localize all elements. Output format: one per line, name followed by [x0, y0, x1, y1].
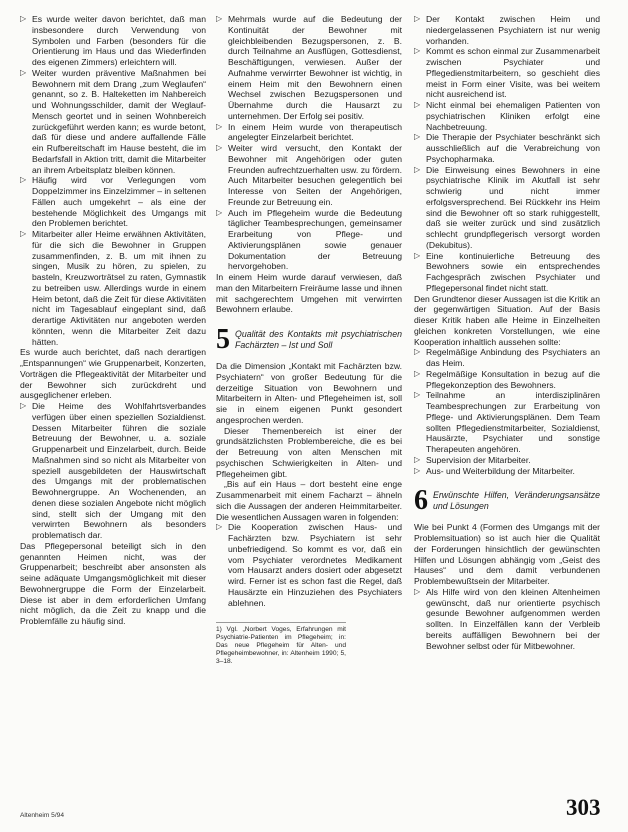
bullet-triangle-icon: ▷	[414, 14, 421, 23]
bullet-item	[216, 208, 402, 273]
bullet-triangle-icon: ▷	[414, 454, 421, 464]
section-5-heading	[216, 324, 402, 355]
bullet-text: Regelmäßige Konsultation in bezug auf die Pflegekonzeption des Bewohners.	[426, 368, 600, 390]
bullet-item	[414, 165, 600, 251]
bullet-text: Regelmäßige Anbindung des Psychiaters an das Heim.	[426, 347, 600, 368]
bullet-item	[216, 122, 402, 144]
paragraph: Das Pflegepersonal beteiligt sich in den genannten Heimen nicht, was der Gruppenarbeit; beschreibt aber ansonsten als seine adäquate Umgangsmöglichkeit mit dieser Bewohnergruppe die Form der Einzelarbeit. Diese ist aber in dem erforderlichen Umfang nicht möglich, da die Zeit zu knapp und die Problemfälle zu häufig sind.	[20, 540, 206, 626]
bullet-text: Auch im Pflegeheim wurde die Bedeutung täglicher Teambesprechungen, gemeinsamer Erarbeitung von Pflege- und Aktivierungsplänen sowie genauer Dokumentation der Betreuung hervorgehoben.	[228, 207, 402, 272]
bullet-item	[216, 14, 402, 122]
bullet-text: Mehrmals wurde auf die Bedeutung der Kontinuität der Bewohner mit gleichbleibenden Bezugspersonen, z. B. durch Teilnahme an Ausflügen, Gottesdienst, Beschäftigungen, verwiesen. Außer der Aufnahme verwirrter Bewohner ist wichtig, in einem Heim mit den Bewohnern einen Wechsel zwischen Bezugspersonen und Übernahme durch die Hausarzt zu unternehmen. Der Erfolg sei positiv.	[228, 14, 402, 121]
bullet-item	[414, 100, 600, 132]
bullet-item	[414, 347, 600, 369]
section-5-number: 5	[216, 324, 230, 355]
column-2-intro	[216, 14, 402, 315]
bullet-triangle-icon: ▷	[20, 14, 27, 23]
column-3-intro	[414, 14, 600, 294]
bullet-item	[414, 46, 600, 100]
bullet-triangle-icon: ▷	[216, 14, 223, 23]
bullet-text: Supervision der Mitarbeiter.	[426, 454, 531, 465]
bullet-triangle-icon: ▷	[414, 368, 421, 378]
bullet-triangle-icon: ▷	[414, 390, 421, 400]
bullet-item	[20, 229, 206, 347]
paragraph: Dieser Themenbereich ist einer der grundsätzlichsten Problembereiche, die es bei der Betreuung von alten Menschen mit psychischen Schwierigkeiten in Alten- und Pflegeheimen gibt.	[216, 425, 402, 479]
bullet-text: Es wurde weiter davon berichtet, daß man insbesondere durch Verwendung von Symbolen und Farben (besonders für die Orientierung im Haus und das Wiederfinden des eigenen Zimmers) erleichtern will.	[32, 14, 206, 67]
bullet-triangle-icon: ▷	[20, 401, 27, 410]
bullet-triangle-icon: ▷	[216, 143, 223, 152]
bullet-triangle-icon: ▷	[216, 121, 223, 131]
bullet-text: Weiter wurden präventive Maßnahmen bei Bewohnern mit dem Drang „zum Weglaufen“ genannt, so z. B. Halteketten im Nahbereich und Wohnungsschilder, damit der Weglauf-Mensch geortet und in seinen Wohnbereich zurückgeführt werden kann; es wurde betont, daß für diese und andere auffallende Fälle ein Rufbereitschaft im Hause besteht, die im Bedarfsfall in Aktion tritt, damit die Mitarbeiter an ihrem Arbeitsplatz bleiben können.	[32, 67, 206, 175]
page-number: 303	[566, 795, 601, 820]
section-6-body	[414, 522, 600, 651]
bullet-triangle-icon: ▷	[414, 100, 421, 109]
bullet-item	[216, 522, 402, 608]
bullet-item	[20, 401, 206, 541]
text-column-1	[20, 14, 206, 627]
bullet-text: Mitarbeiter aller Heime erwähnen Aktivitäten, für die sich die Bewohner in Gruppen zusammenfinden, z. B. um mit ihnen zu singen, Musik zu hören, zu spielen, zu basteln, Kreuzworträtsel zu raten, Gymnastik zu betreiben usw. Allerdings wurde in einem Heim betont, daß die Zeit für diese Aktivitäten nicht im Tagesablauf eingeplant sind, daß derartige Aktivitäten nur angeboten werden könnten, wenn die Mitarbeiter Zeit dazu hätten.	[32, 229, 206, 347]
bullet-triangle-icon: ▷	[216, 522, 223, 532]
bullet-text: Als Hilfe wird von den kleinen Altenheimen gewünscht, daß nur orientierte psychisch gesunde Bewohner aufgenommen werden sollten. In Einzelfällen kann der Verbleib bereits auffälligen Bewohnern bei der Bewohner selbst oder für Mitbewohner.	[426, 586, 600, 651]
bullet-item	[414, 466, 600, 477]
section-6-number: 6	[414, 485, 428, 517]
bullet-item	[20, 68, 206, 176]
section-6-title: Erwünschte Hilfen, Veränderungsansätze und Lösungen	[433, 490, 600, 511]
paragraph: Den Grundtenor dieser Aussagen ist die Kritik an der gegenwärtigen Situation. Auf der Basis dieser Kritik haben alle Heime in Einzelheiten gleichen konkreten Vorstellungen, wie eine Kooperation inhaltlich aussehen sollte:	[414, 293, 600, 347]
section-6-heading	[414, 485, 600, 517]
bullet-text: Teilnahme an interdisziplinären Teambesprechungen zur Erarbeitung von Pflege- und Aktivierungsplänen. Dem Team sollten Pflegedienstmitarbeiter, Sozialdienst, Hausärzte, Psychiater und sonstige Therapeuten angehören.	[426, 390, 600, 454]
bullet-triangle-icon: ▷	[414, 347, 421, 357]
bullet-item	[414, 587, 600, 652]
bullet-item	[414, 390, 600, 455]
bullet-item	[414, 132, 600, 164]
paragraph: In einem Heim wurde darauf verwiesen, daß man den Mitarbeitern Freiräume lasse und ihnen mit sachgerechtem Umgehen mit verwirrten Bewohnern erlaube.	[216, 272, 402, 315]
bullet-text: Aus- und Weiterbildung der Mitarbeiter.	[426, 465, 575, 476]
column-3-requirements	[414, 294, 600, 477]
bullet-triangle-icon: ▷	[414, 586, 421, 596]
bullet-triangle-icon: ▷	[20, 175, 27, 185]
text-column-2	[216, 14, 402, 666]
bullet-item	[414, 455, 600, 466]
bullet-text: Eine kontinuierliche Betreuung des Bewohners sowie ein entsprechendes Fachgespräch zwischen Psychiater und Pflegepersonal findet nicht statt.	[426, 250, 600, 293]
paragraph: Wie bei Punkt 4 (Formen des Umgangs mit der Problemsituation) so ist auch hier die Qualität der Forderungen hinsichtlich der gewünschten Hilfen und Lösungen abhängig vom „Geist des Hauses“ und dem damit verbundenen Problembewußtsein der Mitarbeiter.	[414, 522, 600, 586]
bullet-text: Häufig wird vor Verlegungen vom Doppelzimmer ins Einzelzimmer – in seltenen Fällen auch umgekehrt – als eine der bestehende Möglichkeit des Umgangs mit den Problemen berichtet.	[32, 175, 206, 229]
bullet-item	[20, 14, 206, 68]
footnote: 1) Vgl. „Norbert Voges, Erfahrungen mit Psychiatrie-Patienten im Pflegeheim; in: Das neue Pflegeheim für Alten- und Pflegeheimbewohner, in: Altenheim 1990; 5, 3–18.	[216, 622, 346, 666]
bullet-item	[216, 143, 402, 208]
bullet-item	[414, 369, 600, 391]
bullet-triangle-icon: ▷	[20, 67, 27, 77]
bullet-text: Die Therapie der Psychiater beschränkt sich ausschließlich auf die Verabreichung von Psychopharmaka.	[426, 132, 600, 164]
bullet-triangle-icon: ▷	[414, 250, 421, 260]
bullet-triangle-icon: ▷	[414, 46, 421, 56]
paragraph: Es wurde auch berichtet, daß nach derartigen „Entspannungen“ wie Gruppenarbeit, Konzerten, Vorträgen die Pflegeaktivität der Mitarbeiter und der Bewohner sich zurückdreht und ausgeglichener erleben.	[20, 347, 206, 401]
footer-journal-issue: Altenheim 5/94	[20, 812, 64, 819]
bullet-item	[20, 175, 206, 229]
bullet-text: In einem Heim wurde von therapeutisch angelegter Einzelarbeit berichtet.	[228, 121, 402, 143]
bullet-triangle-icon: ▷	[20, 229, 27, 238]
bullet-triangle-icon: ▷	[414, 164, 421, 174]
bullet-text: Die Heime des Wohlfahrtsverbandes verfügen über einen speziellen Sozialdienst. Dessen Mitarbeiter führen die soziale Betreuung der Bewohner, u. a. soziale Gruppenarbeit und Einzelarbeit, durch. Beide Maßnahmen sind so nicht als Mitarbeiter von speziell ausgebildeten der Hauswirtschaft des Umgangs mit der problematischen Bewohnergruppe. An Wochenenden, an denen diese sozialen Angebote nicht möglich sind, stellt sich der Umgang mit den verwirrten Bewohnern als besonders problematisch dar.	[32, 401, 206, 540]
paragraph: „Bis auf ein Haus – dort besteht eine enge Zusammenarbeit mit einem Facharzt – ähneln sich die Aussagen der anderen Heimmitarbeiter. Die wesentlichen Aussagen waren in folgenden:	[216, 479, 402, 522]
bullet-text: Nicht einmal bei ehemaligen Patienten von psychiatrischen Kliniken erfolgt eine Nachbetreuung.	[426, 100, 600, 132]
bullet-text: Kommt es schon einmal zur Zusammenarbeit zwischen Psychiater und Pflegedienstmitarbeitern, so geschieht dies meist in Form einer Visite, was bei weitem nicht ausreichend ist.	[426, 46, 600, 100]
paragraph: Da die Dimension „Kontakt mit Fachärzten bzw. Psychiatern“ von großer Bedeutung für die derzeitige Situation von Bewohnern und Mitarbeitern in Alten- und Pflegeheimen ist, soll sie in einem eigenen Punkt gesondert angesprochen werden.	[216, 361, 402, 425]
section-5-body	[216, 361, 402, 608]
bullet-triangle-icon: ▷	[414, 465, 421, 475]
section-5-title: Qualität des Kontakts mit psychiatrischen Fachärzten – Ist und Soll	[235, 329, 402, 350]
bullet-triangle-icon: ▷	[414, 132, 421, 142]
bullet-text: Die Kooperation zwischen Haus- und Fachärzten bzw. Psychiatern ist sehr unbefriedigend. So kommt es vor, daß ein vom Psychiater verordnetes Medikament vom Hausarzt anders dosiert oder abgesetzt wird. Ferner ist es schon fast die Regel, daß Hausärzte ein Hinzuziehen des Psychiaters ablehnen.	[228, 522, 402, 608]
bullet-triangle-icon: ▷	[216, 207, 223, 217]
bullet-text: Die Einweisung eines Bewohners in eine psychiatrische Klinik im Akutfall ist sehr schwierig und nicht immer erfolgsversprechend. Bei Rückkehr ins Heim sind die Bewohner oft so stark ruhiggestellt, daß sie weiter zurück und sind zusätzlich schlecht grundpflegerisch versorgt worden (Dekubitus).	[426, 164, 600, 250]
bullet-item	[414, 14, 600, 46]
bullet-text: Der Kontakt zwischen Heim und niedergelassenen Psychiatern ist nur wenig vorhanden.	[426, 14, 600, 46]
bullet-text: Weiter wird versucht, den Kontakt der Bewohner mit Angehörigen oder guten Freunden aufrechtzuerhalten usw. zu fördern. Auch Mitarbeiter besuchen gelegentlich bei Interesse von Seiten der Angehörigen, Freunde zur Betreuung ein.	[228, 143, 402, 207]
bullet-item	[414, 251, 600, 294]
text-column-3	[414, 14, 600, 651]
